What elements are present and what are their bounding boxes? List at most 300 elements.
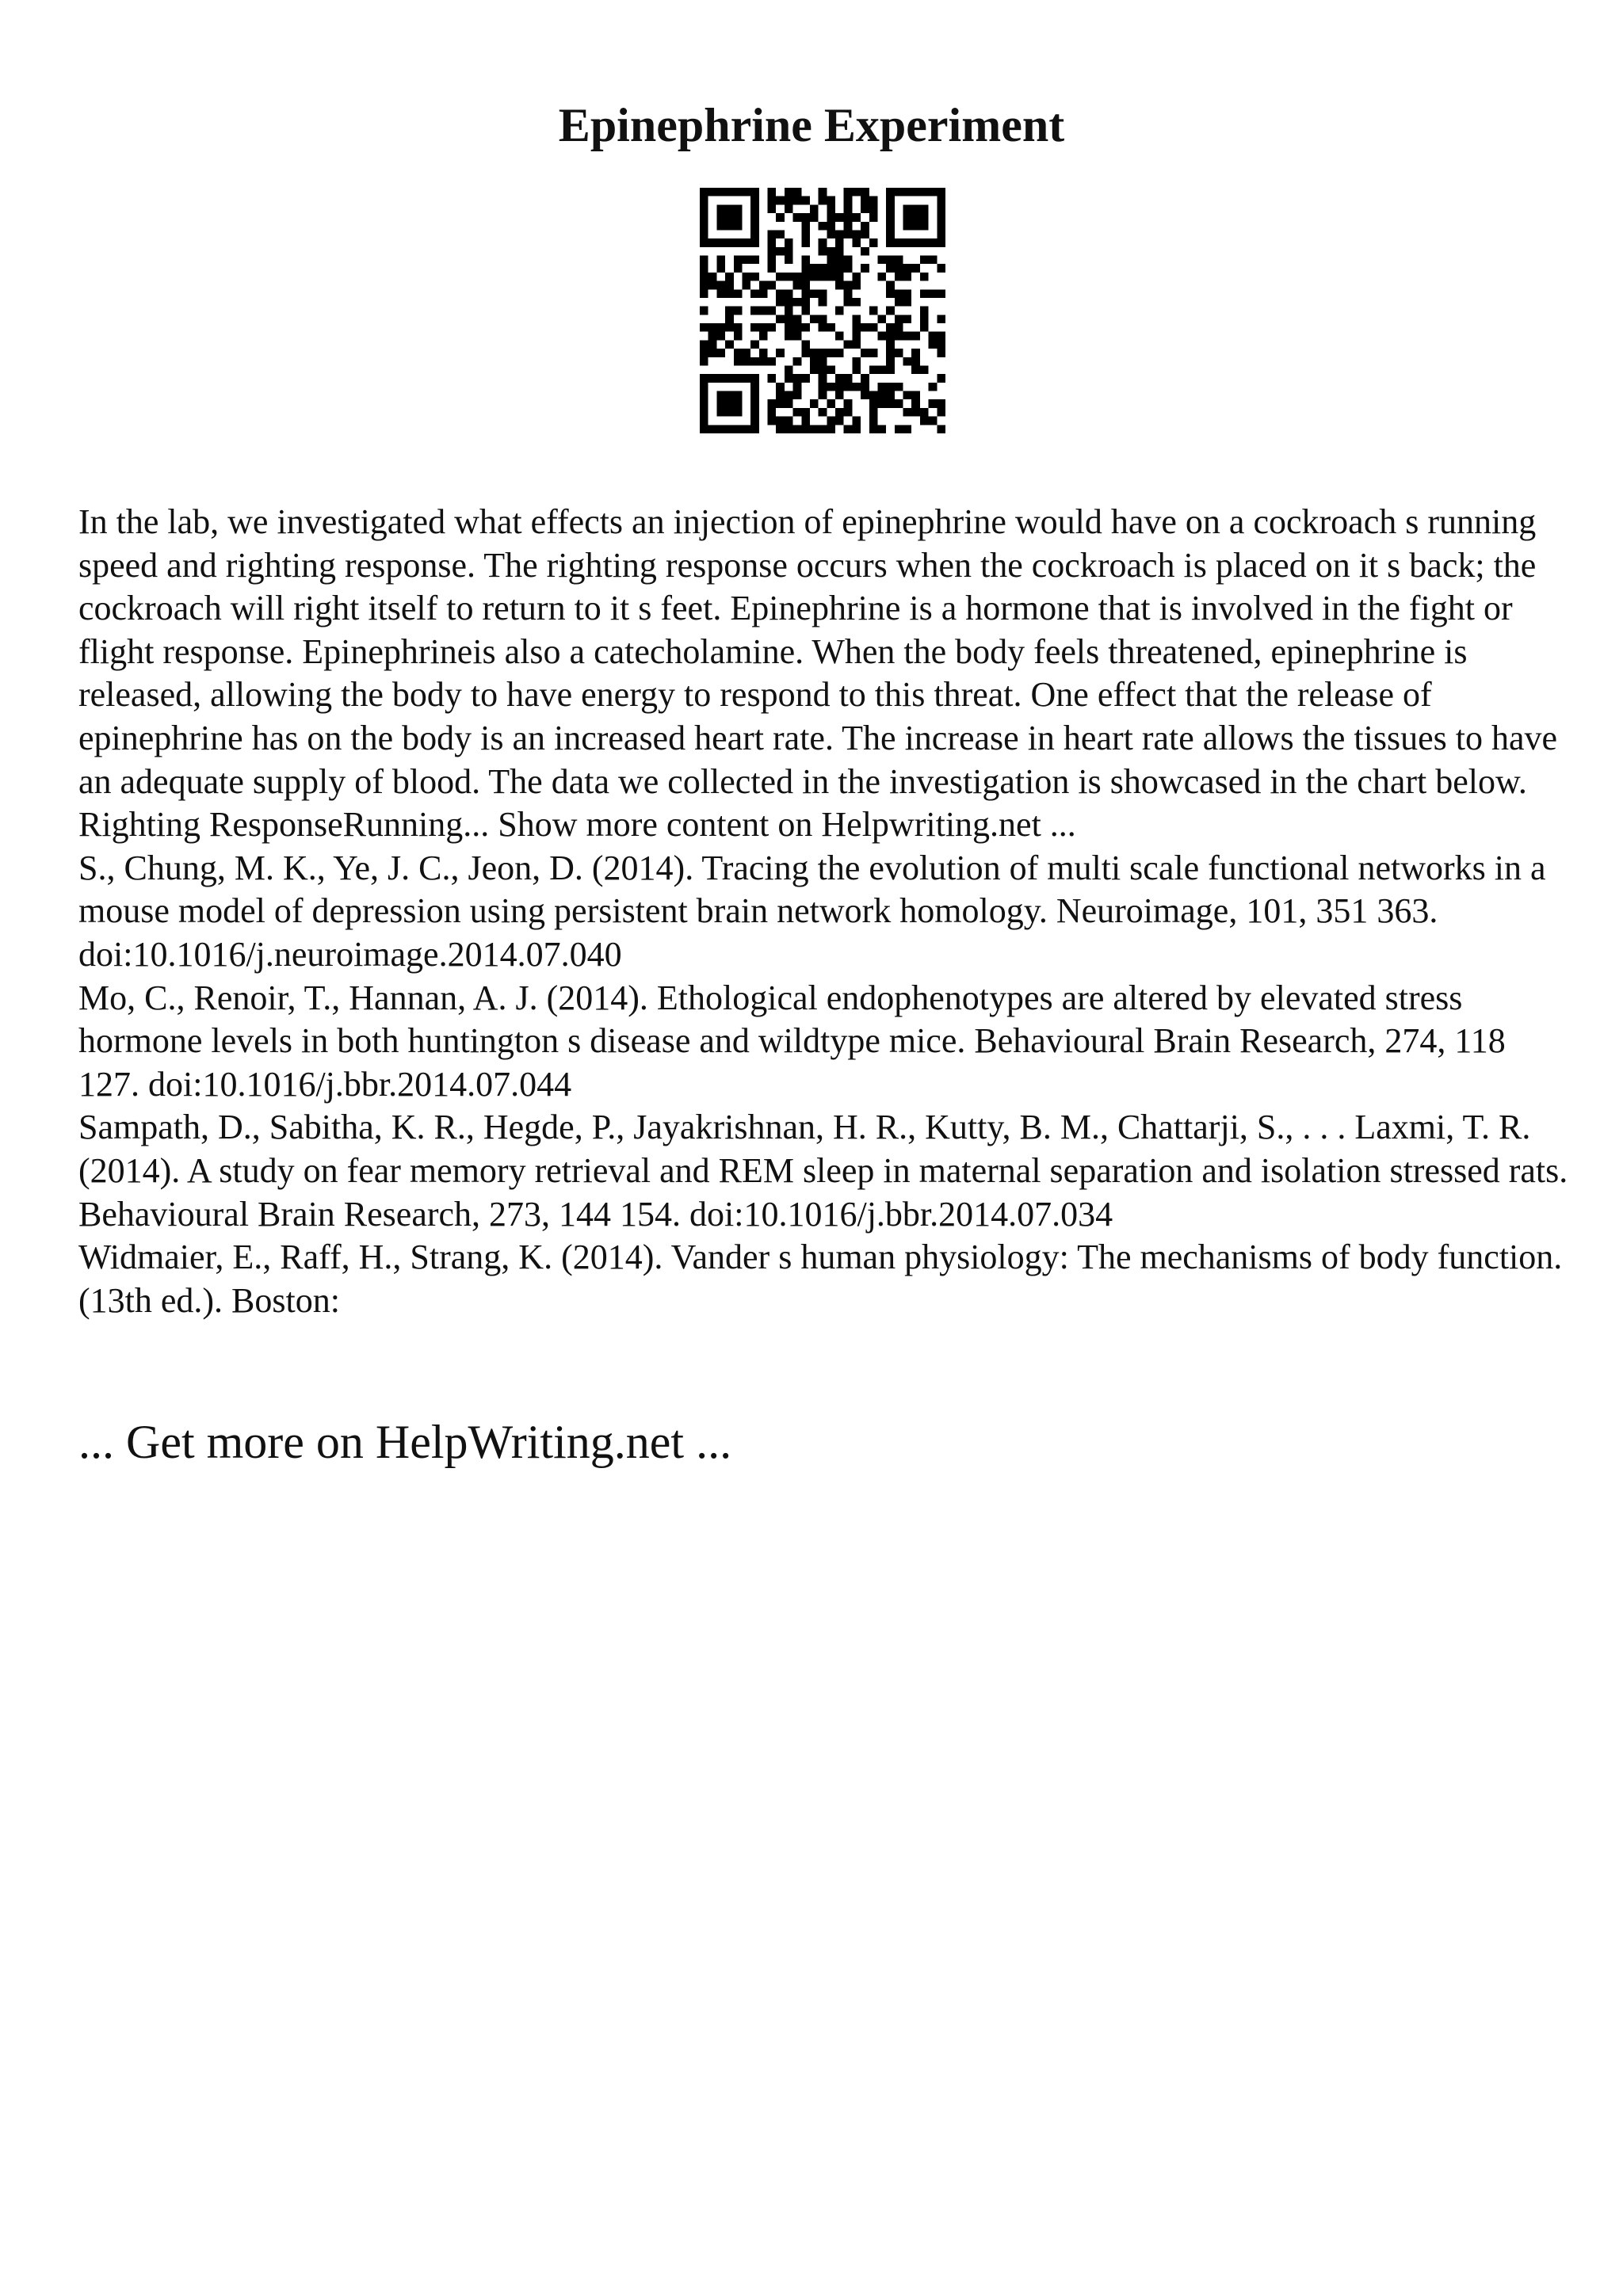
qr-module (852, 417, 861, 425)
qr-module (708, 425, 717, 433)
qr-module (903, 332, 912, 341)
qr-module (700, 281, 708, 290)
qr-code-icon (700, 188, 945, 433)
qr-module (734, 391, 743, 400)
qr-module (776, 247, 785, 256)
qr-module (750, 230, 759, 238)
qr-module (750, 289, 759, 298)
qr-module (844, 204, 853, 213)
qr-module (793, 315, 802, 323)
qr-module (903, 357, 912, 366)
qr-module (785, 315, 793, 323)
qr-module (819, 391, 827, 400)
qr-module (785, 307, 793, 315)
qr-module (776, 417, 785, 425)
qr-module (708, 332, 717, 341)
qr-module (920, 408, 929, 417)
qr-module (768, 357, 777, 366)
qr-module (768, 408, 777, 417)
qr-module (827, 196, 835, 205)
qr-module (827, 213, 835, 222)
qr-module (819, 408, 827, 417)
qr-module (819, 196, 827, 205)
qr-module (801, 323, 810, 332)
qr-module (801, 264, 810, 273)
qr-module (844, 298, 853, 307)
qr-module (844, 374, 853, 383)
qr-module (750, 383, 759, 391)
reference-mo: Mo, C., Renoir, T., Hannan, A. J. (2014). Ethological endophenotypes are altered by elevated stress hormone levels in both huntington s disease and wildtype mice. Behavioural Brain Research, 274, 118 127. doi:10.1016/j.bbr.2014.07.044 (78, 978, 1506, 1104)
qr-module (911, 264, 920, 273)
qr-module (776, 315, 785, 323)
qr-module (768, 247, 777, 256)
qr-module (877, 399, 886, 408)
qr-module (852, 213, 861, 222)
qr-module (725, 408, 734, 417)
qr-module (937, 196, 945, 205)
qr-module (801, 417, 810, 425)
qr-module (725, 213, 734, 222)
qr-module (734, 332, 743, 341)
qr-module (886, 281, 895, 290)
qr-module (835, 256, 844, 265)
qr-module (937, 264, 945, 273)
get-more-link[interactable]: ... Get more on HelpWriting.net ... (78, 1416, 732, 1468)
qr-module (920, 238, 929, 247)
qr-module (725, 281, 734, 290)
qr-module (819, 374, 827, 383)
qr-module (750, 222, 759, 231)
qr-module (801, 273, 810, 281)
qr-module (785, 298, 793, 307)
qr-module (929, 289, 938, 298)
qr-module (903, 315, 912, 323)
qr-module (810, 273, 819, 281)
qr-module (861, 391, 869, 400)
qr-module (937, 289, 945, 298)
qr-module (920, 273, 929, 281)
qr-module (801, 196, 810, 205)
qr-module (895, 323, 903, 332)
qr-module (750, 357, 759, 366)
qr-module (759, 349, 768, 357)
qr-module (750, 417, 759, 425)
qr-module (844, 281, 853, 290)
qr-module (793, 273, 802, 281)
qr-module (819, 247, 827, 256)
qr-module (835, 417, 844, 425)
qr-module (895, 349, 903, 357)
qr-module (852, 357, 861, 366)
qr-module (793, 213, 802, 222)
qr-module (869, 349, 878, 357)
qr-module (768, 188, 777, 196)
qr-module (700, 196, 708, 205)
qr-module (801, 340, 810, 349)
qr-module (793, 298, 802, 307)
qr-module (844, 425, 853, 433)
qr-module (886, 340, 895, 349)
qr-module (852, 332, 861, 341)
qr-module (700, 374, 708, 383)
qr-module (716, 391, 725, 400)
qr-module (937, 315, 945, 323)
qr-module (776, 391, 785, 400)
qr-module (852, 298, 861, 307)
qr-module (903, 204, 912, 213)
qr-module (920, 417, 929, 425)
qr-module (759, 332, 768, 341)
qr-module (700, 383, 708, 391)
qr-module (768, 281, 777, 290)
qr-module (785, 247, 793, 256)
qr-module (810, 289, 819, 298)
qr-module (911, 408, 920, 417)
qr-module (700, 188, 708, 196)
qr-module (768, 256, 777, 265)
qr-module (877, 256, 886, 265)
qr-module (725, 222, 734, 231)
qr-module (903, 408, 912, 417)
qr-module (716, 349, 725, 357)
qr-module (725, 374, 734, 383)
qr-module (708, 273, 717, 281)
qr-module (734, 238, 743, 247)
qr-module (861, 383, 869, 391)
qr-module (911, 399, 920, 408)
qr-module (886, 289, 895, 298)
qr-module (810, 213, 819, 222)
qr-module (844, 230, 853, 238)
qr-module (929, 332, 938, 341)
qr-module (911, 188, 920, 196)
qr-module (742, 349, 750, 357)
qr-module (716, 256, 725, 265)
qr-module (903, 222, 912, 231)
qr-module (734, 307, 743, 315)
qr-module (903, 238, 912, 247)
qr-module (734, 357, 743, 366)
qr-module (886, 204, 895, 213)
qr-module (716, 264, 725, 273)
qr-module (785, 417, 793, 425)
qr-module (877, 425, 886, 433)
qr-module (734, 188, 743, 196)
qr-module (768, 238, 777, 247)
qr-module (852, 188, 861, 196)
qr-module (819, 222, 827, 231)
qr-module (886, 213, 895, 222)
qr-module (700, 222, 708, 231)
qr-module (903, 264, 912, 273)
qr-module (750, 391, 759, 400)
qr-module (708, 340, 717, 349)
qr-module (700, 230, 708, 238)
qr-module (750, 425, 759, 433)
qr-module (861, 230, 869, 238)
qr-module (895, 298, 903, 307)
qr-module (793, 281, 802, 290)
qr-module (886, 222, 895, 231)
qr-module (835, 230, 844, 238)
qr-module (750, 196, 759, 205)
qr-module (819, 357, 827, 366)
qr-module (844, 408, 853, 417)
qr-module (785, 374, 793, 383)
qr-module (759, 357, 768, 366)
qr-module (734, 256, 743, 265)
qr-module (785, 323, 793, 332)
intro-paragraph: In the lab, we investigated what effects an injection of epinephrine would have on a cockroach s running speed and righting response. The righting response occurs when the cockroach is placed on it s back; the cockroach will right itself to return to it s feet. Epinephrine is a hormone that is involved in the fight or flight response. Epinephrineis also a catecholamine. When the body feels threatened, epinephrine is released, allowing the body to have energy to respond to this threat. One effect that the release of epinephrine has on the body is an increased heart rate. The increase in heart rate allows the tissues to have an adequate supply of blood. The data we collected in the investigation is showcased in the chart below. Righting ResponseRunning... Show more content on Helpwriting.net ... (78, 502, 1558, 845)
qr-module (810, 315, 819, 323)
qr-module (835, 408, 844, 417)
qr-module (827, 349, 835, 357)
qr-code-graphic (700, 188, 945, 433)
qr-module (742, 273, 750, 281)
qr-module (750, 273, 759, 281)
qr-module (869, 307, 878, 315)
qr-module (742, 357, 750, 366)
qr-module (852, 281, 861, 290)
qr-module (886, 349, 895, 357)
qr-module (827, 273, 835, 281)
qr-module (827, 230, 835, 238)
qr-module (768, 204, 777, 213)
qr-module (895, 383, 903, 391)
qr-module (819, 365, 827, 374)
qr-module (886, 256, 895, 265)
qr-module (861, 196, 869, 205)
qr-module (734, 425, 743, 433)
qr-module (861, 374, 869, 383)
qr-module (742, 256, 750, 265)
qr-module (852, 238, 861, 247)
qr-module (937, 230, 945, 238)
qr-module (886, 188, 895, 196)
qr-module (886, 196, 895, 205)
qr-module (819, 298, 827, 307)
qr-module (937, 374, 945, 383)
qr-module (776, 213, 785, 222)
qr-module (929, 383, 938, 391)
qr-module (861, 222, 869, 231)
qr-module (793, 323, 802, 332)
qr-module (861, 188, 869, 196)
qr-module (785, 238, 793, 247)
qr-module (700, 391, 708, 400)
qr-module (819, 289, 827, 298)
qr-module (911, 357, 920, 366)
qr-module (716, 374, 725, 383)
qr-module (852, 315, 861, 323)
qr-module (819, 315, 827, 323)
qr-module (835, 349, 844, 357)
qr-module (785, 332, 793, 341)
qr-module (716, 425, 725, 433)
qr-module (886, 391, 895, 400)
qr-module (793, 188, 802, 196)
qr-module (819, 238, 827, 247)
qr-module (776, 273, 785, 281)
qr-module (937, 399, 945, 408)
qr-module (785, 188, 793, 196)
qr-module (911, 332, 920, 341)
qr-module (827, 383, 835, 391)
qr-module (903, 273, 912, 281)
qr-module (835, 391, 844, 400)
qr-module (886, 307, 895, 315)
qr-module (877, 332, 886, 341)
qr-module (869, 417, 878, 425)
qr-module (793, 425, 802, 433)
qr-module (844, 399, 853, 408)
qr-module (937, 340, 945, 349)
qr-module (920, 365, 929, 374)
qr-module (785, 425, 793, 433)
qr-module (835, 238, 844, 247)
qr-module (700, 289, 708, 298)
reference-widmaier: Widmaier, E., Raff, H., Strang, K. (2014). Vander s human physiology: The mechanisms of body function. (13th ed.). Boston: (78, 1238, 1563, 1320)
qr-module (750, 204, 759, 213)
qr-module (819, 425, 827, 433)
qr-module (700, 238, 708, 247)
qr-module (827, 323, 835, 332)
qr-module (725, 391, 734, 400)
qr-module (716, 222, 725, 231)
qr-module (861, 323, 869, 332)
qr-module (827, 417, 835, 425)
qr-module (895, 332, 903, 341)
qr-module (903, 391, 912, 400)
qr-module (725, 273, 734, 281)
qr-module (700, 417, 708, 425)
qr-module (835, 281, 844, 290)
qr-module (869, 408, 878, 417)
qr-module (835, 213, 844, 222)
qr-module (768, 230, 777, 238)
qr-module (844, 383, 853, 391)
qr-module (810, 399, 819, 408)
qr-module (776, 399, 785, 408)
qr-module (785, 289, 793, 298)
qr-module (793, 391, 802, 400)
qr-module (920, 289, 929, 298)
qr-module (869, 238, 878, 247)
qr-module (725, 289, 734, 298)
qr-module (700, 323, 708, 332)
qr-module (869, 399, 878, 408)
qr-module (886, 365, 895, 374)
qr-module (716, 213, 725, 222)
qr-module (759, 289, 768, 298)
qr-module (886, 323, 895, 332)
qr-module (852, 340, 861, 349)
reference-sampath: Sampath, D., Sabitha, K. R., Hegde, P., Jayakrishnan, H. R., Kutty, B. M., Chattarji, S., . . . Laxmi, T. R. (2014). A study on fear memory retrieval and REM sleep in maternal separation and isolation stressed rats. Behavioural Brain Research, 273, 144 154. doi:10.1016/j.bbr.2014.07.034 (78, 1108, 1568, 1234)
qr-module (700, 307, 708, 315)
qr-module (716, 238, 725, 247)
qr-module (937, 425, 945, 433)
qr-module (827, 222, 835, 231)
document-body (78, 501, 1568, 1322)
qr-module (708, 238, 717, 247)
qr-module (734, 289, 743, 298)
qr-module (785, 204, 793, 213)
qr-module (861, 349, 869, 357)
qr-module (827, 425, 835, 433)
qr-module (768, 374, 777, 383)
qr-module (810, 357, 819, 366)
qr-module (768, 417, 777, 425)
qr-module (920, 204, 929, 213)
qr-module (708, 188, 717, 196)
qr-module (920, 323, 929, 332)
qr-module (852, 425, 861, 433)
qr-module (801, 230, 810, 238)
qr-module (785, 399, 793, 408)
qr-module (903, 289, 912, 298)
qr-module (895, 188, 903, 196)
qr-module (929, 188, 938, 196)
qr-module (801, 238, 810, 247)
qr-module (844, 196, 853, 205)
qr-module (844, 188, 853, 196)
qr-module (819, 188, 827, 196)
qr-module (827, 399, 835, 408)
qr-module (810, 425, 819, 433)
qr-module (835, 332, 844, 341)
qr-module (725, 323, 734, 332)
qr-module (700, 399, 708, 408)
qr-module (835, 374, 844, 383)
qr-module (785, 365, 793, 374)
qr-module (801, 425, 810, 433)
qr-module (877, 391, 886, 400)
qr-module (793, 332, 802, 341)
qr-module (895, 256, 903, 265)
qr-module (852, 323, 861, 332)
qr-module (937, 213, 945, 222)
qr-module (852, 273, 861, 281)
qr-module (708, 281, 717, 290)
qr-module (801, 374, 810, 383)
qr-module (785, 256, 793, 265)
qr-module (895, 315, 903, 323)
qr-module (844, 289, 853, 298)
qr-module (750, 188, 759, 196)
qr-module (937, 222, 945, 231)
qr-module (903, 188, 912, 196)
qr-module (801, 349, 810, 357)
qr-module (911, 238, 920, 247)
qr-module (895, 273, 903, 281)
qr-module (801, 408, 810, 417)
qr-module (776, 383, 785, 391)
qr-module (793, 357, 802, 366)
qr-module (700, 425, 708, 433)
qr-module (708, 349, 717, 357)
qr-module (801, 289, 810, 298)
qr-module (708, 374, 717, 383)
qr-module (734, 264, 743, 273)
qr-module (793, 383, 802, 391)
qr-module (827, 204, 835, 213)
qr-module (801, 281, 810, 290)
qr-module (810, 204, 819, 213)
qr-module (819, 273, 827, 281)
qr-module (716, 408, 725, 417)
qr-module (877, 383, 886, 391)
qr-module (852, 383, 861, 391)
